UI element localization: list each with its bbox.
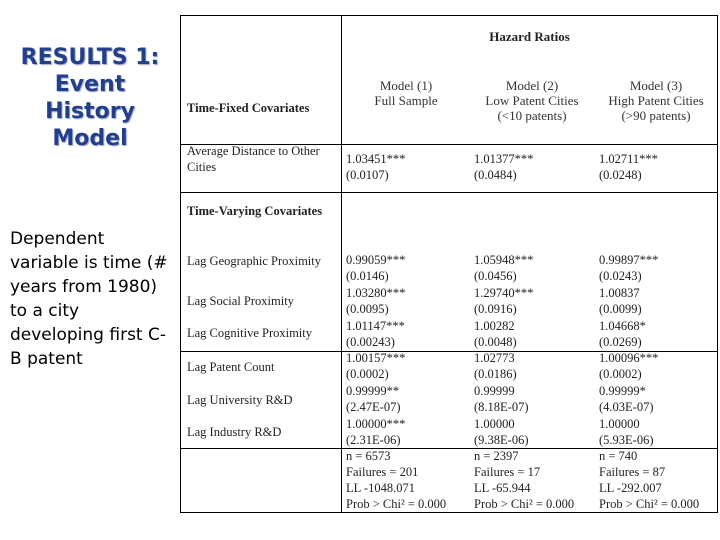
- slide-title: [6, 44, 174, 152]
- coef-se: (0.0146): [346, 269, 389, 283]
- column-header-line: Full Sample: [374, 93, 438, 108]
- varying-covariates-label: Time-Varying Covariates: [187, 204, 323, 218]
- coef-value: 0.99999**: [346, 384, 400, 398]
- stat-n: n = 2397: [474, 449, 519, 463]
- coef-value: 1.03280***: [346, 286, 406, 300]
- column-header-model-3: [594, 78, 718, 123]
- coef-se: (2.47E-07): [346, 400, 401, 414]
- coef-se: (2.31E-06): [346, 433, 401, 447]
- coef-se: (0.0002): [346, 367, 389, 381]
- coef-value: 0.99999: [474, 384, 515, 398]
- coef-se: (4.03E-07): [599, 400, 654, 414]
- avg-distance-se: (0.0107): [346, 168, 389, 182]
- coef-value: 1.00000***: [346, 417, 406, 431]
- stat-failures: Failures = 17: [474, 465, 541, 479]
- slide-title-line: Event: [54, 72, 126, 97]
- table-header-title: Hazard Ratios: [489, 29, 570, 44]
- column-header-line: High Patent Cities: [608, 93, 704, 108]
- coef-se: (0.0099): [599, 302, 642, 316]
- coef-value: 1.05948***: [474, 253, 534, 267]
- coef-se: (0.0095): [346, 302, 389, 316]
- coef-value: 1.00000: [599, 417, 640, 431]
- stat-ll: LL -1048.071: [346, 481, 415, 495]
- slide-title-line: RESULTS 1:: [20, 45, 160, 70]
- row-label: Lag Social Proximity: [187, 294, 294, 308]
- row-label: Lag University R&D: [187, 393, 293, 407]
- avg-distance-se: (0.0484): [474, 168, 517, 182]
- column-header-line: (>90 patents): [621, 108, 691, 123]
- column-header-line: Model (2): [505, 78, 559, 93]
- stat-prob: Prob > Chi² = 0.000: [599, 497, 700, 511]
- coef-se: (0.0002): [599, 367, 642, 381]
- stat-n: n = 740: [599, 449, 638, 463]
- stat-failures: Failures = 201: [346, 465, 419, 479]
- column-header-line: Low Patent Cities: [485, 93, 579, 108]
- coef-se: (0.0916): [474, 302, 517, 316]
- stat-failures: Failures = 87: [599, 465, 666, 479]
- avg-distance-label: Average Distance to Other Cities: [187, 144, 320, 174]
- stat-ll: LL -65.944: [474, 481, 531, 495]
- coef-se: (0.0048): [474, 335, 517, 349]
- row-label: Lag Patent Count: [187, 360, 275, 374]
- row-divider: [181, 192, 717, 193]
- column-header-line: Model (1): [379, 78, 433, 93]
- results-table: [180, 15, 718, 513]
- column-header-line: (<10 patents): [497, 108, 567, 123]
- avg-distance-se: (0.0248): [599, 168, 642, 182]
- coef-value: 1.00837: [599, 286, 640, 300]
- coef-value: 0.99897***: [599, 253, 659, 267]
- coef-se: (0.0243): [599, 269, 642, 283]
- column-header-model-1: [342, 78, 470, 108]
- row-label: Lag Geographic Proximity: [187, 254, 321, 268]
- coef-value: 1.01147***: [346, 319, 405, 333]
- coef-se: (0.0186): [474, 367, 517, 381]
- slide-title-line: History: [45, 99, 135, 124]
- coef-se: (9.38E-06): [474, 433, 529, 447]
- stat-prob: Prob > Chi² = 0.000: [346, 497, 447, 511]
- coef-se: (5.93E-06): [599, 433, 654, 447]
- avg-distance-value: 1.03451***: [346, 152, 406, 166]
- coef-value: 1.02773: [474, 351, 515, 365]
- coef-value: 1.04668*: [599, 319, 646, 333]
- fixed-covariates-label: Time-Fixed Covariates: [187, 101, 310, 115]
- stat-n: n = 6573: [346, 449, 391, 463]
- coef-se: (0.0269): [599, 335, 642, 349]
- column-header-line: Model (3): [629, 78, 683, 93]
- coef-value: 1.00157***: [346, 351, 406, 365]
- coef-se: (8.18E-07): [474, 400, 529, 414]
- coef-value: 0.99059***: [346, 253, 406, 267]
- coef-value: 1.00282: [474, 319, 515, 333]
- coef-se: (0.00243): [346, 335, 395, 349]
- stat-ll: LL -292.007: [599, 481, 662, 495]
- column-header-model-2: [470, 78, 594, 123]
- coef-value: 0.99999*: [599, 384, 646, 398]
- slide-title-line: Model: [52, 126, 128, 151]
- avg-distance-value: 1.01377***: [474, 152, 534, 166]
- row-label: Lag Industry R&D: [187, 425, 282, 439]
- avg-distance-value: 1.02711***: [599, 152, 658, 166]
- row-label: Lag Cognitive Proximity: [187, 326, 312, 340]
- coef-se: (0.0456): [474, 269, 517, 283]
- slide-body-text: Dependent variable is time (# years from 1980) to a city developing first C-B patent: [10, 229, 168, 369]
- coef-value: 1.00000: [474, 417, 515, 431]
- coef-value: 1.00096***: [599, 351, 659, 365]
- stat-prob: Prob > Chi² = 0.000: [474, 497, 575, 511]
- coef-value: 1.29740***: [474, 286, 534, 300]
